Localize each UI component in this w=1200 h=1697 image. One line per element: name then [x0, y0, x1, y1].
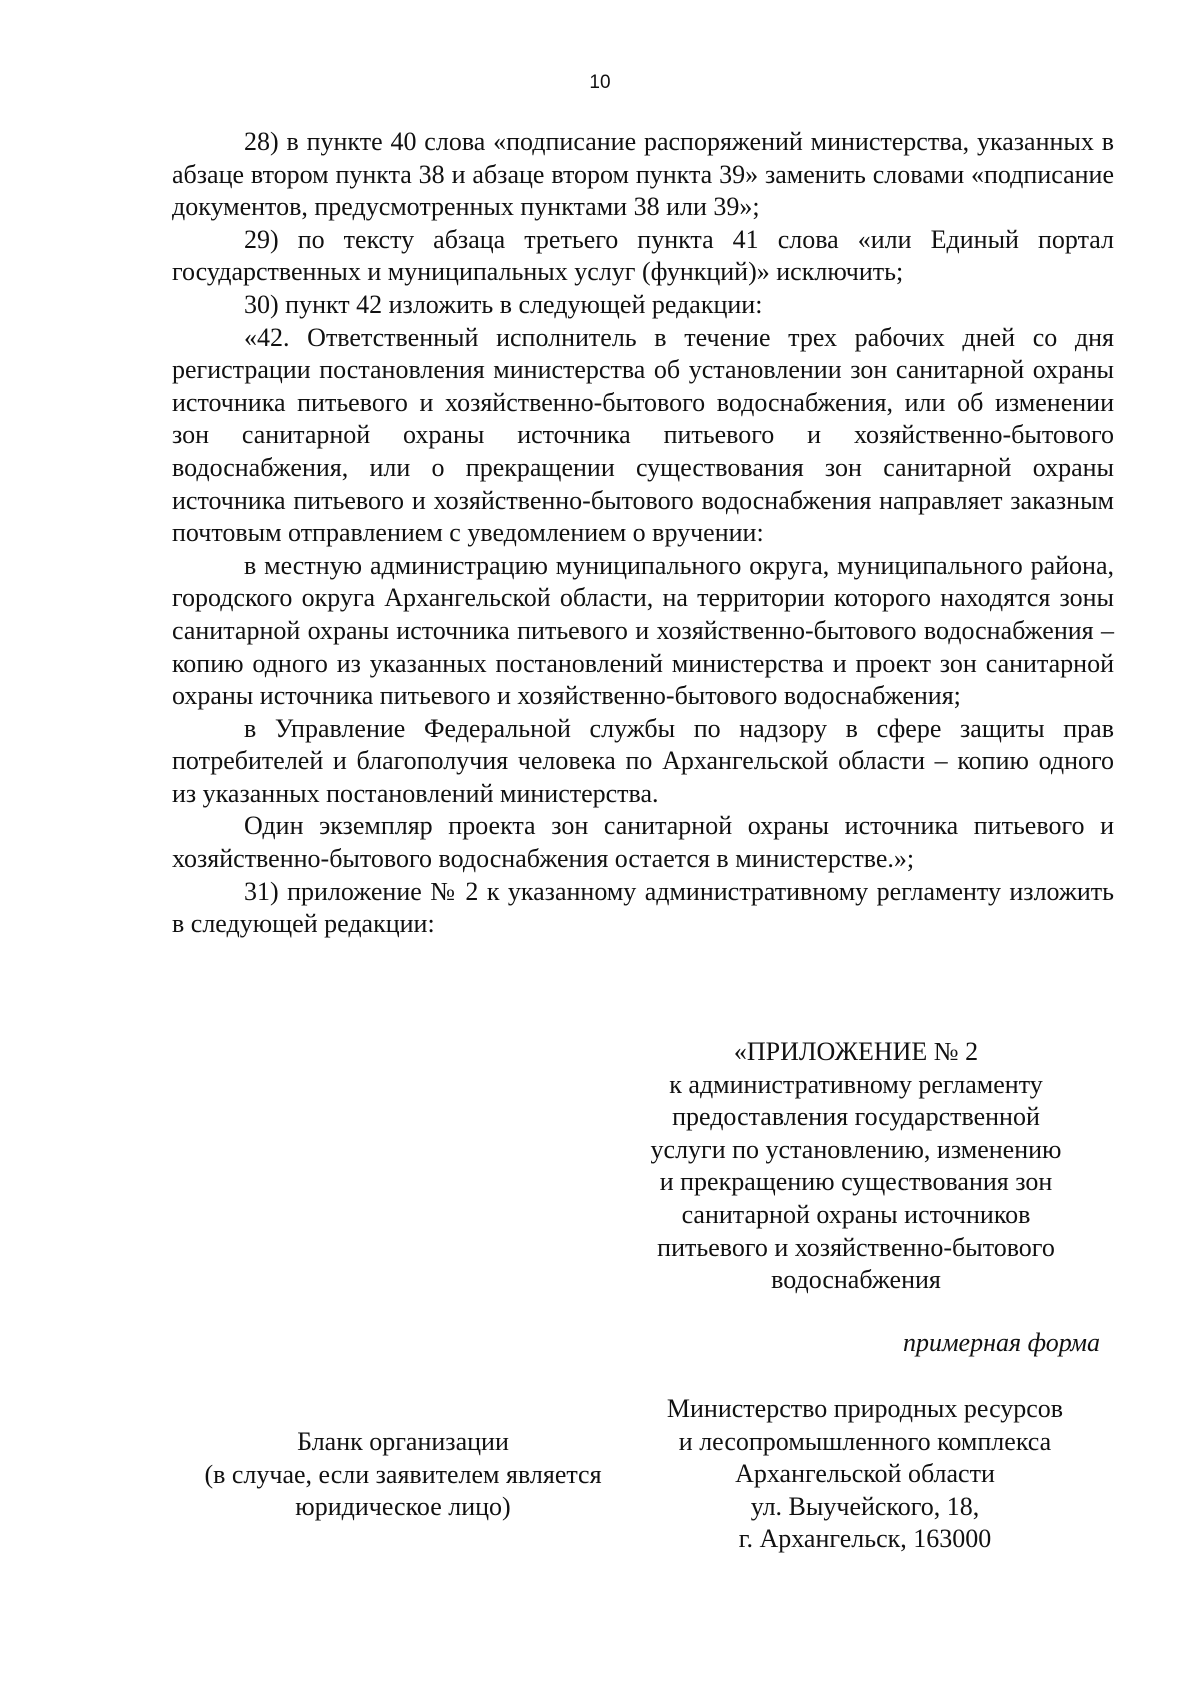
appendix-line: услуги по установлению, изменению: [650, 1134, 1062, 1164]
paragraph-31: 31) приложение № 2 к указанному административному регламенту изложить в следующей редакции:: [172, 876, 1114, 939]
appendix-line: к административному регламенту: [669, 1069, 1043, 1099]
org-blank-line: (в случае, если заявителем является: [204, 1459, 602, 1489]
page-number: 10: [589, 72, 611, 93]
paragraph-local-administration: в местную администрацию муниципального округа, муниципального района, городского округа Архангельской области, на территории которого находятся зоны санитарной охраны источника питьевого и хозяйственно-бытового водоснабжения – копию одного из указанных постановлений министерства и проект зон санитарной охраны источника питьевого и хозяйственно-бытового водоснабжения;: [172, 550, 1114, 711]
org-blank-line: юридическое лицо): [295, 1492, 511, 1522]
appendix-header: [620, 1036, 1092, 1297]
ministry-address-line: ул. Выучейского, 18,: [750, 1491, 980, 1521]
appendix-line: предоставления государственной: [672, 1102, 1040, 1132]
appendix-line: «ПРИЛОЖЕНИЕ № 2: [733, 1037, 979, 1066]
form-note: примерная форма: [902, 1328, 1100, 1357]
paragraph-one-copy: Один экземпляр проекта зон санитарной охраны источника питьевого и хозяйственно-бытового водоснабжения остается в министерстве.»;: [172, 811, 1114, 874]
appendix-line: водоснабжения: [771, 1265, 941, 1295]
appendix-line: питьевого и хозяйственно-бытового: [657, 1232, 1055, 1262]
ministry-address: [640, 1393, 1090, 1556]
paragraph-28: 28) в пункте 40 слова «подписание распоряжений министерства, указанных в абзаце втором пункта 38 и абзаце втором пункта 39» заменить словами «подписание документов, предусмотренных пунктами 38 или 39»;: [172, 127, 1114, 222]
ministry-address-line: Министерство природных ресурсов: [666, 1394, 1064, 1423]
organization-blank: [172, 1426, 634, 1524]
ministry-address-line: Архангельской области: [735, 1459, 995, 1489]
appendix-line: и прекращению существования зон: [659, 1167, 1053, 1197]
paragraph-29: 29) по тексту абзаца третьего пункта 41 слова «или Единый портал государственных и муниципальных услуг (функций)» исключить;: [172, 224, 1114, 287]
org-blank-line: Бланк организации: [297, 1427, 509, 1456]
paragraph-rospotrebnadzor: в Управление Федеральной службы по надзору в сфере защиты прав потребителей и благополучия человека по Архангельской области – копию одного из указанных постановлений министерства.: [172, 713, 1114, 808]
body-text: [172, 126, 1114, 941]
ministry-address-line: и лесопромышленного комплекса: [678, 1426, 1052, 1456]
appendix-line: санитарной охраны источников: [681, 1199, 1031, 1229]
paragraph-42: «42. Ответственный исполнитель в течение трех рабочих дней со дня регистрации постановления министерства об установлении зон санитарной охраны источника питьевого и хозяйственно-бытового водоснабжения, или об изменении зон санитарной охраны источника питьевого и хозяйственно-бытового водоснабжения, или о прекращении существования зон санитарной охраны источника питьевого и хозяйственно-бытового водоснабжения направляет заказным почтовым отправлением с уведомлением о вручении:: [172, 322, 1114, 548]
ministry-address-line: г. Архангельск, 163000: [738, 1524, 992, 1554]
paragraph-30: 30) пункт 42 изложить в следующей редакции:: [244, 289, 763, 319]
